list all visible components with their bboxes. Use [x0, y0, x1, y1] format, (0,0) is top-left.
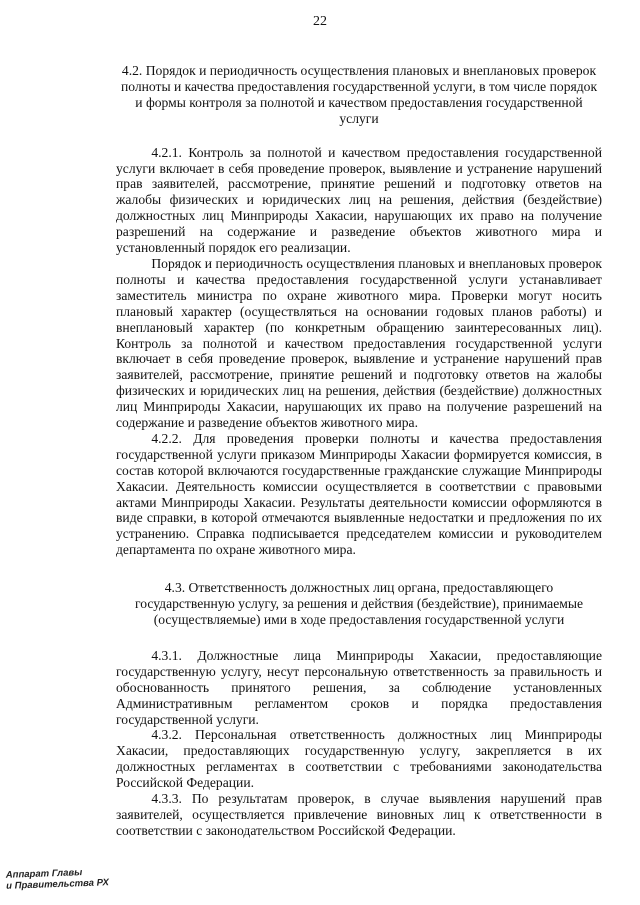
section-4-2-heading: 4.2. Порядок и периодичность осуществления плановых и внеплановых проверок полноты и качества предоставления государственной услуги, в том числе порядок и формы контроля за полнотой и качеством предоставления государственной услуги [120, 63, 598, 126]
page-number: 22 [313, 14, 327, 29]
section-4-3-heading: 4.3. Ответственность должностных лиц органа, предоставляющего государственную услугу, за решения и действия (бездействие), принимаемые (осуществляемые) ими в ходе предоставления государственной услуги [134, 580, 583, 627]
paragraph-4-3-2: 4.3.2. Персональная ответственность должностных лиц Минприроды Хакасии, предоставляющих государственную услугу, закрепляется в их должностных регламентах в соответствии с требованиями законодательства Российской Федерации. [116, 727, 602, 791]
document-body [116, 63, 602, 839]
paragraph-4-2-1: 4.2.1. Контроль за полнотой и качеством предоставления государственной услуги включает в себя проведение проверок, выявление и устранение нарушений прав заявителей, рассмотрение, принятие решений и подготовку ответов на жалобы физических и юридических лиц на решения, действия (бездействие) должностных лиц Минприроды Хакасии, нарушающих их право на получение разрешений на содержание и разведение объектов животного мира и установленный порядок его реализации. [116, 144, 602, 256]
paragraph-4-3-3: 4.3.3. По результатам проверок, в случае выявления нарушений прав заявителей, осуществляется привлечение виновных лиц к ответственности в соответствии с законодательством Российской Федерации. [116, 791, 602, 838]
stamp-line-1: Аппарат Главы [5, 867, 83, 881]
stamp-line-2: и Правительства РХ [6, 877, 110, 892]
office-stamp [6, 866, 109, 892]
paragraph-4-2-2: 4.2.2. Для проведения проверки полноты и качества предоставления государственной услуги приказом Минприроды Хакасии формируется комиссия, в состав которой включаются государственные гражданские служащие Минприроды Хакасии. Деятельность комиссии осуществляется в соответствии с правовыми актами Минприроды Хакасии. Результаты деятельности комиссии оформляются в виде справки, в которой отмечаются выявленные недостатки и предложения по их устранению. Справка подписывается председателем комиссии и руководителем департамента по охране животного мира. [116, 430, 602, 558]
paragraph-inspection-order: Порядок и периодичность осуществления плановых и внеплановых проверок полноты и качества предоставления государственной услуги устанавливает заместитель министра по охране животного мира. Проверки могут носить плановый характер (осуществляться на основании годовых планов работы) и внеплановый характер (по конкретным обращению заинтересованных лиц). Контроль за полнотой и качеством предоставления государственной услуги включает в себя проведение проверок, выявление и устранение нарушений прав заявителей, рассмотрение, принятие решений и подготовку ответов на жалобы физических и юридических лиц на решения, действия (бездействие) должностных лиц Минприроды Хакасии, нарушающих их право на получение разрешений на содержание и разведение объектов животного мира. [116, 255, 602, 431]
paragraph-4-3-1: 4.3.1. Должностные лица Минприроды Хакасии, предоставляющие государственную услугу, несут персональную ответственность за правильность и обоснованность принятого решения, за соблюдение установленных Административным регламентом сроков и порядка предоставления государственной услуги. [116, 647, 602, 727]
